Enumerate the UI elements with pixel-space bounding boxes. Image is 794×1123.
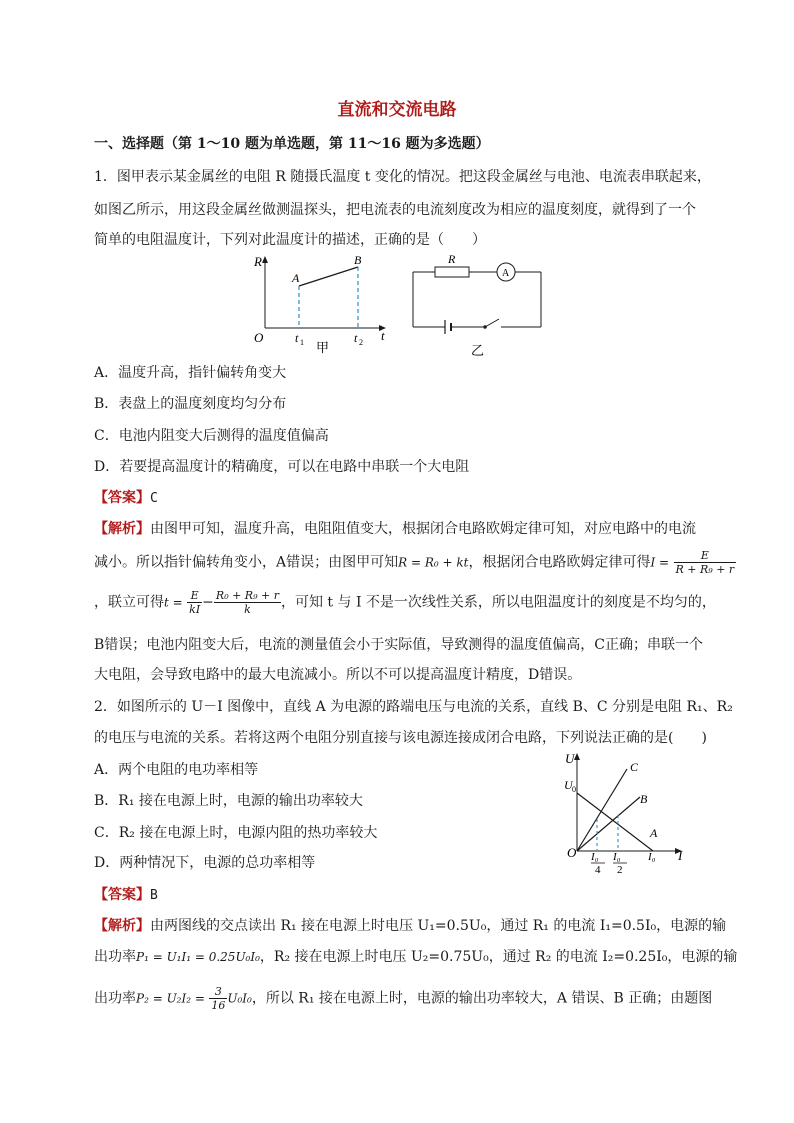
section-heading: 一、选择题（第 1～10 题为单选题，第 11～16 题为多选题） <box>94 136 490 152</box>
jia-t2-sub: 2 <box>359 338 363 347</box>
jia-O-label: O <box>254 330 264 345</box>
yi-ammeter-label: A <box>502 268 510 279</box>
analysis-tag: 【解析】 <box>94 918 150 934</box>
yi-R-label: R <box>448 252 456 266</box>
q2-analysis-line2 <box>94 946 737 966</box>
u0-sub: 0 <box>572 785 576 794</box>
jia-t-axis-label: t <box>381 328 385 343</box>
jia-t2-label: t <box>354 331 358 345</box>
i0-4-num: I₀ <box>591 851 599 863</box>
analysis-text: ，可知 t 与 I 不是一次线性关系，所以电阻温度计的刻度是不均匀的， <box>280 594 716 611</box>
jia-caption: 甲 <box>316 340 330 355</box>
q1-analysis-line2 <box>94 549 736 576</box>
q2-analysis-line3 <box>94 985 712 1012</box>
analysis-text: ，根据闭合电路欧姆定律可得 <box>468 554 651 571</box>
q1-analysis-line4: B错误；电池内阻变大后，电流的测量值会小于实际值，导致测得的温度值偏高，C正确；串联一个 <box>94 637 703 653</box>
q1-option-a: A．温度升高，指针偏转角变大 <box>94 365 287 381</box>
answer-value: B <box>150 888 158 903</box>
q1-option-b: B．表盘上的温度刻度均匀分布 <box>94 396 287 412</box>
jia-t1-label: t <box>295 331 299 345</box>
answer-tag: 【答案】 <box>94 490 150 506</box>
jia-t1-sub: 1 <box>300 338 304 347</box>
analysis-text: ，R₂ 接在电源上时电压 U₂=0.75U₀，通过 R₂ 的电流 I₂=0.25I₀，电源的输 <box>259 949 738 965</box>
q2-option-b: B．R₁ 接在电源上时，电源的输出功率较大 <box>94 793 363 809</box>
q1-stem-line1: 1．图甲表示某金属丝的电阻 R 随摄氏温度 t 变化的情况。把这段金属丝与电池、电流表串联起来， <box>94 169 711 185</box>
formula-i: I = <box>650 555 670 570</box>
q1-analysis-line1 <box>94 518 696 538</box>
analysis-text: 减小。所以指针偏转角变小，A错误；由图甲可知 <box>94 554 399 571</box>
formula-u0i0: U₀I₀ <box>227 991 252 1006</box>
page-title: 直流和交流电路 <box>337 100 457 120</box>
formula-t: t = <box>164 595 183 610</box>
q2-stem-line1: 2．如图所示的 U－I 图像中，直线 A 为电源的路端电压与电流的关系，直线 B、C 分别是电阻 R₁、R₂ <box>94 699 733 715</box>
q1-option-d: D．若要提高温度计的精确度，可以在电路中串联一个大电阻 <box>94 459 470 475</box>
i-axis-label: I <box>678 848 683 863</box>
line-c-label: C <box>630 760 639 774</box>
origin-label: O <box>567 845 577 860</box>
q2-option-c: C．R₂ 接在电源上时，电源内阻的热功率较大 <box>94 825 378 841</box>
analysis-text: 出功率 <box>94 949 136 965</box>
q1-analysis-line5: 大电阻，会导致电路中的最大电流减小。所以不可以提高温度计精度，D错误。 <box>94 667 582 683</box>
answer-value: C <box>150 491 158 506</box>
line-b-label: B <box>640 792 648 806</box>
fraction-3-16: $\frac{3}{16}$ <box>211 985 226 1012</box>
q1-answer <box>94 487 158 507</box>
u-axis-label: U <box>565 751 575 766</box>
figure-u-i-graph <box>560 745 700 877</box>
q1-analysis-line3 <box>94 589 716 616</box>
jia-B-label: B <box>354 253 362 267</box>
resistor-R <box>435 267 469 277</box>
i0-label: I₀ <box>648 851 656 863</box>
formula-r: R = R₀ + kt <box>398 555 469 570</box>
fraction-e-ki: $\frac{E}{kI}$ <box>189 589 201 616</box>
analysis-text: 由两图线的交点读出 R₁ 接在电源上时电压 U₁=0.5U₀，通过 R₁ 的电流 I₁=0.5I₀，电源的输 <box>150 918 727 934</box>
fraction-current: $\frac{E}{\text{R + R₉ + r}}$ <box>675 549 735 576</box>
jia-A-label: A <box>292 271 300 285</box>
analysis-text: ，联立可得 <box>94 594 164 611</box>
u0-label: U <box>564 778 573 792</box>
fraction-r-k: $\frac{\text{R₀ + R₉ + r}}{k}$ <box>215 589 279 616</box>
answer-tag: 【答案】 <box>94 887 150 903</box>
figure-jia-graph <box>248 250 398 355</box>
formula-p2: P₂ = U₂I₂ = <box>136 991 205 1006</box>
yi-caption: 乙 <box>471 343 485 358</box>
jia-R-label: R <box>254 254 262 269</box>
q1-option-c: C．电池内阻变大后测得的温度值偏高 <box>94 428 329 444</box>
q2-option-a: A．两个电阻的电功率相等 <box>94 762 259 778</box>
q1-stem-line3: 简单的电阻温度计，下列对此温度计的描述，正确的是（ ） <box>94 232 486 248</box>
line-a-label: A <box>650 826 658 840</box>
i0-2-num: I₀ <box>613 851 621 863</box>
q2-stem-line2: 的电压与电流的关系。若将这两个电阻分别直接与该电源连接成闭合电路，下列说法正确的是( ) <box>94 730 707 746</box>
analysis-text: 由图甲可知，温度升高，电阻阻值变大，根据闭合电路欧姆定律可知，对应电路中的电流 <box>150 521 696 537</box>
q2-analysis-line1 <box>94 915 726 935</box>
figure-yi-circuit <box>405 252 550 360</box>
i0-2-den: 2 <box>617 864 623 876</box>
analysis-text: ，所以 R₁ 接在电源上时，电源的输出功率较大，A 错误、B 正确；由题图 <box>251 990 713 1007</box>
q1-stem-line2: 如图乙所示，用这段金属丝做测温探头，把电流表的电流刻度改为相应的温度刻度，就得到了一个 <box>94 202 696 218</box>
i0-4-den: 4 <box>595 864 601 876</box>
q2-option-d: D．两种情况下，电源的总功率相等 <box>94 855 316 871</box>
formula-p1: P₁ = U₁I₁ = 0.25U₀I₀ <box>136 950 260 964</box>
minus-sign: − <box>202 594 214 611</box>
q2-answer <box>94 884 158 904</box>
analysis-tag: 【解析】 <box>94 521 150 537</box>
analysis-text: 出功率 <box>94 990 136 1007</box>
